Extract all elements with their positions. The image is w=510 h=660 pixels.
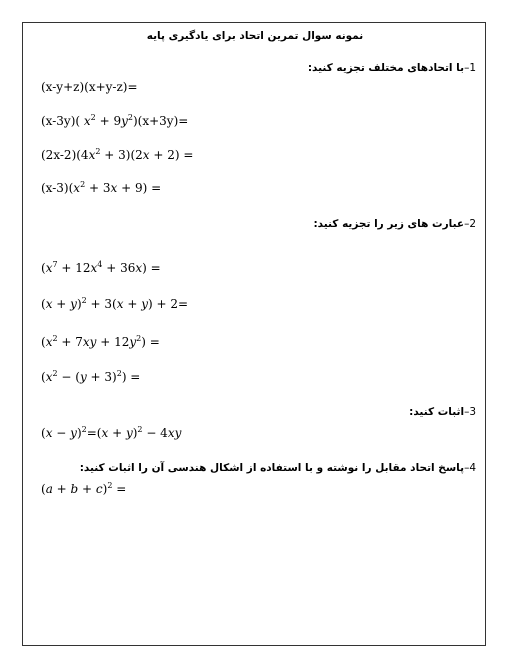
eq-var: x [45,370,53,384]
eq-part: + 36 [102,261,136,275]
eq-part: ) [76,297,82,311]
eq-part: + 12 [57,261,91,275]
question-2-number: 2– [464,218,476,230]
equation-2 [41,114,188,128]
eq-var: a [45,482,53,496]
equation-5 [41,261,161,275]
eq-exponent: 2 [81,425,87,434]
question-4-text: پاسخ اتحاد مقابل را نوشته و با استفاده از اشکال هندسی آن را اثبات کنید: [79,462,465,474]
eq-part: ( [41,297,46,311]
equation-10 [41,482,126,496]
eq-var: c [95,482,103,496]
eq-exponent: 2 [52,369,58,378]
eq-part: + 7 [57,335,83,349]
eq-var: x [142,148,150,162]
question-3-text: اثبات کنید: [409,406,465,418]
eq-part: − 4 [142,426,168,440]
question-1-number: 1– [464,62,476,74]
eq-exponent: 2 [107,481,113,490]
eq-exponent: 2 [52,334,58,343]
equation-8 [41,370,140,384]
eq-part: + [108,426,126,440]
eq-part: + 3) [86,370,117,384]
eq-part: ) [132,426,138,440]
eq-exponent: 2 [116,369,122,378]
eq-part: + 3( [86,297,117,311]
eq-exponent: 2 [137,425,143,434]
equation-1-text: (x-y+z)(x+y-z)= [41,80,138,94]
eq-part: + [52,482,71,496]
eq-part: )(x+3y)= [132,114,189,128]
eq-exponent: 4 [97,260,103,269]
eq-part: + 12 [96,335,130,349]
equation-7 [41,335,160,349]
eq-part: ) + 2= [147,297,189,311]
eq-var: x [45,297,53,311]
eq-var: y [129,335,137,349]
eq-part: ( [41,482,46,496]
eq-exponent: 2 [136,334,142,343]
eq-part: + [52,297,71,311]
eq-part: =( [86,426,102,440]
question-3-number: 3– [464,406,476,418]
eq-var: x [45,335,53,349]
eq-var: y [121,114,128,128]
eq-var: y [141,297,148,311]
question-3 [409,406,476,418]
eq-var: xy [167,426,182,440]
question-4 [80,462,476,474]
equation-3 [41,148,193,162]
equation-4 [41,181,161,195]
eq-part: + 2) = [149,148,194,162]
eq-exponent: 2 [127,113,133,122]
eq-part: ) = [142,261,161,275]
eq-part: ) = [121,370,141,384]
eq-var: x [45,426,53,440]
question-4-number: 4– [464,462,476,474]
eq-exponent: 2 [90,113,96,122]
eq-exponent: 2 [95,147,101,156]
eq-var: x [110,181,118,195]
eq-part: = [112,482,127,496]
equation-6 [41,297,188,311]
question-2-text: عبارت های زیر را تجزیه کنید: [313,218,465,230]
eq-var: y [70,297,77,311]
worksheet-title: نمونه سوال تمرین اتحاد برای یادگیری پایه [146,30,364,42]
equation-1 [41,80,138,94]
eq-part: + 9) = [117,181,162,195]
eq-part: (2x-2)(4 [41,148,89,162]
question-1-text: با اتحادهای مختلف تجزیه کنید: [307,62,465,74]
eq-var: x [135,261,143,275]
eq-var: x [101,426,109,440]
eq-part: − [52,426,71,440]
eq-part: ( [41,261,46,275]
eq-part: ( [41,335,46,349]
eq-var: x [73,181,81,195]
eq-var: x [90,261,98,275]
eq-var: x [116,297,124,311]
eq-part: + 3 [85,181,111,195]
eq-part: + [123,297,142,311]
eq-var: x [83,114,91,128]
eq-part: ) = [141,335,160,349]
eq-var: x [45,261,53,275]
eq-part: + 9 [95,114,122,128]
eq-part: (x-3y)( [41,114,84,128]
eq-part: ( [41,426,46,440]
eq-part: (x-3)( [41,181,74,195]
eq-exponent: 7 [52,260,58,269]
eq-var: y [70,426,77,440]
eq-part: ) [76,426,82,440]
eq-var: x [88,148,96,162]
eq-exponent: 2 [81,296,87,305]
eq-var: b [70,482,79,496]
equation-9 [41,426,181,440]
eq-part: + 3)(2 [100,148,143,162]
eq-part: ) [102,482,108,496]
question-1 [308,62,476,74]
eq-part: − ( [57,370,80,384]
eq-var: y [125,426,133,440]
eq-part: + [78,482,96,496]
eq-var: y [79,370,87,384]
eq-part: ( [41,370,46,384]
eq-var: xy [82,335,97,349]
eq-exponent: 2 [80,180,86,189]
question-2 [313,218,476,230]
